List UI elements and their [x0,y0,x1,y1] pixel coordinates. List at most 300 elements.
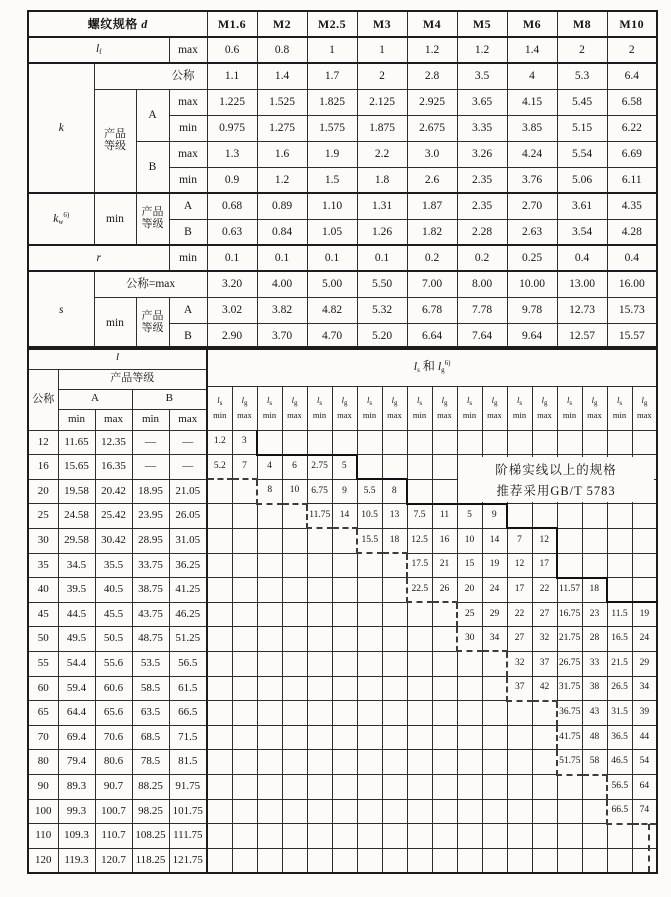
value-cell: 46.5 [607,750,632,775]
value-cell [632,578,657,603]
row-label-lf: $l_f$ [28,37,169,63]
value-cell [507,430,532,455]
sub-header-cell: $l_s$ min [507,386,532,430]
value-cell: 41.75 [557,725,582,750]
value-cell [457,848,482,873]
length-row [28,651,207,676]
value-cell [307,651,332,676]
value-cell: 68.5 [132,725,169,750]
value-cell: — [132,430,169,455]
value-cell: 17 [507,578,532,603]
value-cell: 40.5 [95,578,132,603]
value-cell: 3.54 [557,219,607,245]
value-cell: 54 [632,750,657,775]
thread-spec-header: 螺纹规格 d [28,11,207,37]
value-cell: 12 [28,430,58,455]
size-header-cell: M8 [557,11,607,37]
sub-header-cell: $l_g$ max [382,386,407,430]
value-cell: 5.00 [307,271,357,297]
value-cell [332,701,357,726]
value-cell [207,504,232,529]
value-cell [257,504,282,529]
ls-lg-row [207,578,657,603]
value-cell [507,504,532,529]
length-row [28,430,207,455]
value-cell [357,430,382,455]
value-cell: 90 [28,775,58,800]
value-cell [582,528,607,553]
value-cell: 4.70 [307,323,357,349]
value-cell [332,750,357,775]
value-cell: 41.25 [169,578,207,603]
sub-header-cell: $l_g$ max [432,386,457,430]
value-cell [257,651,282,676]
value-cell [632,430,657,455]
sub-header-cell: $l_s$ min [557,386,582,430]
value-cell [357,725,382,750]
value-cell: 65 [28,701,58,726]
value-cell: 1.275 [257,115,307,141]
value-cell [207,701,232,726]
ls-lg-row [207,750,657,775]
value-cell [207,848,232,873]
size-header-cell: M4 [407,11,457,37]
value-cell: 4.00 [257,271,307,297]
value-cell: 1.2 [257,167,307,193]
value-cell: 18.95 [132,479,169,504]
value-cell [607,848,632,873]
row-label-r: r [28,245,169,271]
value-cell: 6.11 [607,167,657,193]
value-cell [282,750,307,775]
value-cell [257,750,282,775]
value-cell: 1.825 [307,89,357,115]
value-cell [432,651,457,676]
value-cell: 20.42 [95,479,132,504]
value-cell: 25 [28,504,58,529]
value-cell [357,602,382,627]
ls-lg-row [207,528,657,553]
value-cell [482,799,507,824]
value-cell: 16.5 [607,627,632,652]
value-cell: 34 [632,676,657,701]
value-cell: 89.3 [58,775,95,800]
row-label-product-grade: 产品 等级 [136,193,169,245]
row-label-grade-a: A [169,193,207,219]
value-cell: 9.64 [507,323,557,349]
value-cell: 39 [632,701,657,726]
value-cell: 2.6 [407,167,457,193]
value-cell [382,848,407,873]
value-cell: 61.5 [169,676,207,701]
value-cell [282,799,307,824]
value-cell: 3.5 [457,63,507,89]
value-cell: 2.35 [457,193,507,219]
row-label-nominal: 公称 [94,63,207,89]
value-cell: 6.4 [607,63,657,89]
value-cell [282,504,307,529]
value-cell [357,750,382,775]
value-cell: 5 [332,455,357,480]
value-cell: 2.28 [457,219,507,245]
value-cell [307,627,332,652]
value-cell: 3.85 [507,115,557,141]
size-header-cell: M2.5 [307,11,357,37]
table-row [28,37,657,63]
value-cell [457,651,482,676]
value-cell: 70 [28,725,58,750]
ls-lg-row [207,848,657,873]
value-cell: 121.75 [169,848,207,873]
value-cell: 3 [232,430,257,455]
value-cell: 32 [532,627,557,652]
value-cell: 110.7 [95,824,132,849]
value-cell [207,725,232,750]
value-cell: 49.5 [58,627,95,652]
note-line: 推荐采用GB/T 5783 [496,484,616,498]
value-cell [357,676,382,701]
value-cell: 55.6 [95,651,132,676]
product-grade-header: 产品等级 [58,369,207,389]
sub-header-cell: $l_s$ min [607,386,632,430]
size-header-cell: M10 [607,11,657,37]
value-cell [482,651,507,676]
value-cell [357,775,382,800]
value-cell [357,701,382,726]
value-cell: 31.05 [169,528,207,553]
value-cell: 24.58 [58,504,95,529]
value-cell: 13 [382,504,407,529]
value-cell [207,676,232,701]
value-cell: 4 [507,63,557,89]
value-cell: 21 [432,553,457,578]
value-cell [207,602,232,627]
value-cell: 31.5 [607,701,632,726]
value-cell: 5.54 [557,141,607,167]
value-cell [407,430,432,455]
value-cell: 88.25 [132,775,169,800]
value-cell: 37 [507,676,532,701]
value-cell: 3.65 [457,89,507,115]
value-cell: 3.0 [407,141,457,167]
value-cell [557,553,582,578]
value-cell [307,676,332,701]
value-cell [357,627,382,652]
ls-lg-row [207,553,657,578]
value-cell: 25 [457,602,482,627]
value-cell [282,725,307,750]
value-cell [282,651,307,676]
table-row [207,386,657,430]
row-label-s: s [28,271,94,349]
value-cell: 119.3 [58,848,95,873]
value-cell: 70.6 [95,725,132,750]
value-cell: 38.75 [132,578,169,603]
value-cell: 26.75 [557,651,582,676]
value-cell [382,701,407,726]
row-label-product-grade: 产品 等级 [136,297,169,349]
value-cell: 36.25 [169,553,207,578]
value-cell [357,799,382,824]
value-cell [257,676,282,701]
table-row [207,347,657,386]
value-cell: 7.00 [407,271,457,297]
value-cell [407,651,432,676]
value-cell [307,701,332,726]
value-cell: — [132,455,169,480]
value-cell [332,799,357,824]
value-cell: 1.6 [257,141,307,167]
value-cell: 5.15 [557,115,607,141]
value-cell: 50.5 [95,627,132,652]
value-cell: 44 [632,725,657,750]
value-cell: 4.15 [507,89,557,115]
value-cell [482,848,507,873]
value-cell: 98.25 [132,799,169,824]
value-cell [282,553,307,578]
value-cell [557,430,582,455]
value-cell [332,824,357,849]
value-cell: 8.00 [457,271,507,297]
value-cell [432,602,457,627]
value-cell [307,750,332,775]
value-cell [232,775,257,800]
value-cell [407,455,432,480]
value-cell [232,553,257,578]
length-row [28,504,207,529]
value-cell: 64.4 [58,701,95,726]
sub-header-cell: $l_g$ max [482,386,507,430]
value-cell [332,651,357,676]
value-cell [257,430,282,455]
value-cell: 3.70 [257,323,307,349]
value-cell: 53.5 [132,651,169,676]
value-cell [307,430,332,455]
value-cell: 10.5 [357,504,382,529]
length-row [28,627,207,652]
value-cell: 43 [582,701,607,726]
value-cell: 10.00 [507,271,557,297]
value-cell: 1.05 [307,219,357,245]
row-label-grade-b: B [169,219,207,245]
value-cell: 10 [457,528,482,553]
value-cell: 11 [432,504,457,529]
row-label-min: min [94,297,136,349]
value-cell [432,824,457,849]
value-cell: 22 [507,602,532,627]
value-cell: 60 [28,676,58,701]
value-cell: 64 [632,775,657,800]
sub-header-cell: $l_s$ min [257,386,282,430]
value-cell [307,578,332,603]
value-cell: 30 [457,627,482,652]
value-cell: 29 [632,651,657,676]
value-cell [382,824,407,849]
value-cell [407,627,432,652]
value-cell: 0.4 [607,245,657,271]
value-cell [457,824,482,849]
value-cell: 27 [532,602,557,627]
value-cell [532,504,557,529]
value-cell [332,602,357,627]
table-row [28,347,207,369]
sub-header-cell: $l_s$ min [207,386,232,430]
value-cell [282,430,307,455]
value-cell [582,848,607,873]
value-cell: 16 [432,528,457,553]
value-cell: 33.75 [132,553,169,578]
value-cell [557,528,582,553]
value-cell [232,824,257,849]
value-cell: 10 [282,479,307,504]
sub-header-cell: $l_g$ max [532,386,557,430]
value-cell: 60.6 [95,676,132,701]
value-cell: 1.82 [407,219,457,245]
sub-header-cell: $l_s$ min [307,386,332,430]
value-cell [432,430,457,455]
value-cell: 12.73 [557,297,607,323]
value-cell: 23.95 [132,504,169,529]
value-cell: 0.9 [207,167,257,193]
value-cell [482,701,507,726]
value-cell: 110 [28,824,58,849]
value-cell [382,578,407,603]
value-cell: 16.75 [557,602,582,627]
table-row [28,369,207,389]
value-cell [282,824,307,849]
value-cell [632,824,657,849]
value-cell [257,799,282,824]
ls-lg-table [206,346,658,874]
value-cell: 12 [507,553,532,578]
value-cell [507,701,532,726]
value-cell: 3.82 [257,297,307,323]
length-row [28,602,207,627]
row-label-max: max [169,37,207,63]
length-row [28,750,207,775]
value-cell: 48 [582,725,607,750]
value-cell [432,676,457,701]
value-cell: 0.6 [207,37,257,63]
value-cell [507,799,532,824]
value-cell: 1.10 [307,193,357,219]
value-cell: 35.5 [95,553,132,578]
value-cell: 1.9 [307,141,357,167]
value-cell: 51.25 [169,627,207,652]
value-cell [207,479,232,504]
value-cell [482,775,507,800]
value-cell [382,627,407,652]
value-cell: 66.5 [169,701,207,726]
value-cell [207,627,232,652]
ls-lg-row [207,701,657,726]
value-cell: 21.05 [169,479,207,504]
value-cell [432,775,457,800]
value-cell: 21.75 [557,627,582,652]
value-cell [332,528,357,553]
value-cell [507,750,532,775]
value-cell [407,676,432,701]
value-cell [482,824,507,849]
value-cell: 1.5 [307,167,357,193]
size-header-cell: M5 [457,11,507,37]
value-cell: 91.75 [169,775,207,800]
grade-a-header: A [58,389,132,409]
value-cell: 1.87 [407,193,457,219]
value-cell: 2 [607,37,657,63]
sub-header-cell: $l_s$ min [357,386,382,430]
value-cell: 46.25 [169,602,207,627]
row-label-kw: $k_w^{6)}$ [28,193,94,245]
value-cell: — [169,430,207,455]
value-cell [232,602,257,627]
value-cell [357,651,382,676]
value-cell: 56.5 [607,775,632,800]
value-cell: 18 [582,578,607,603]
value-cell: 36.75 [557,701,582,726]
value-cell: 1.1 [207,63,257,89]
value-cell: 118.25 [132,848,169,873]
value-cell: 6.69 [607,141,657,167]
value-cell: 58.5 [132,676,169,701]
value-cell: 0.8 [257,37,307,63]
sub-header-cell: $l_g$ max [282,386,307,430]
value-cell [207,578,232,603]
value-cell [232,799,257,824]
value-cell: 1 [357,37,407,63]
value-cell: 16 [28,455,58,480]
length-row [28,455,207,480]
value-cell [532,848,557,873]
value-cell [282,701,307,726]
row-label-grade-a: A [169,297,207,323]
value-cell [257,528,282,553]
grade-b-header: B [132,389,207,409]
value-cell [332,725,357,750]
step-line-note [458,457,654,502]
value-cell: 0.1 [307,245,357,271]
value-cell: 65.6 [95,701,132,726]
value-cell [332,430,357,455]
value-cell: 29.58 [58,528,95,553]
value-cell: 1.2 [457,37,507,63]
value-cell: 6.22 [607,115,657,141]
value-cell [207,799,232,824]
value-cell [407,602,432,627]
value-cell: 109.3 [58,824,95,849]
row-label-grade-a: A [136,89,169,141]
value-cell: 11.5 [607,602,632,627]
value-cell [257,627,282,652]
value-cell [382,775,407,800]
value-cell: 8 [382,479,407,504]
value-cell: 79.4 [58,750,95,775]
value-cell [432,627,457,652]
value-cell [407,479,432,504]
ls-lg-header: $l_s$ 和 $l_g^{6)}$ [207,347,657,386]
value-cell: 30.42 [95,528,132,553]
value-cell: 45 [28,602,58,627]
value-cell: 0.4 [557,245,607,271]
value-cell [432,848,457,873]
table-row [28,11,657,37]
value-cell [307,775,332,800]
value-cell: 22 [532,578,557,603]
sub-header-cell: $l_g$ max [632,386,657,430]
sub-header-cell: $l_g$ max [232,386,257,430]
value-cell: 0.84 [257,219,307,245]
value-cell: 2.125 [357,89,407,115]
